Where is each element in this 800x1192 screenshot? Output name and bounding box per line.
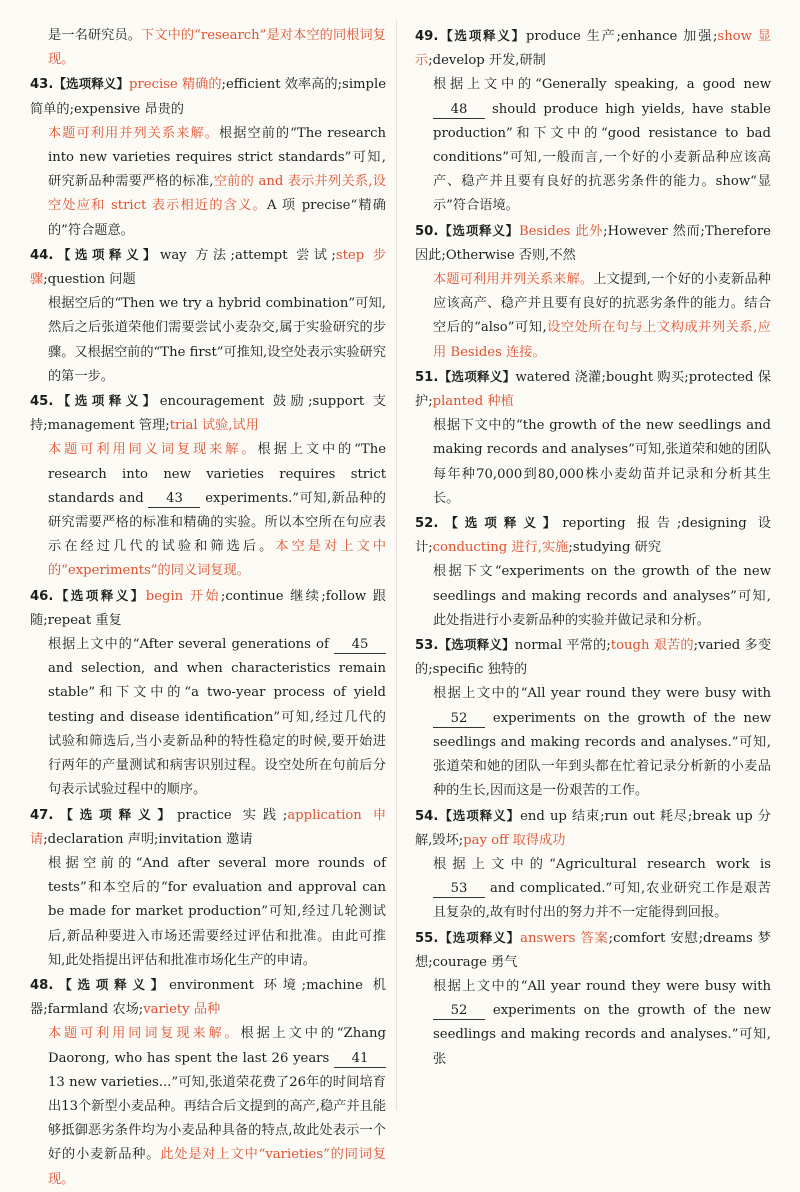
question-45 xyxy=(30,389,386,584)
option: show 显示 xyxy=(415,29,772,69)
option: invitation 邀请 xyxy=(158,831,253,847)
question-number: 50. xyxy=(415,223,439,239)
option: pay off 取得成功 xyxy=(463,832,566,848)
column-divider xyxy=(396,20,397,1110)
option: conducting 进行,实施 xyxy=(432,540,569,556)
q45-options: 45.【选项释义】encouragement 鼓励;support 支持;management 管理;trial 试验,试用 xyxy=(30,393,387,434)
option: variety 品种 xyxy=(143,1002,221,1018)
question-number: 45. xyxy=(30,394,54,410)
option: studying 研究 xyxy=(572,540,662,556)
question-number: 54. xyxy=(415,808,439,824)
option: Otherwise 否则,不然 xyxy=(445,247,576,263)
q54-options: 54.【选项释义】end up 结束;run out 耗尽;break up 分解,毁坏;pay off 取得成功 xyxy=(415,807,771,848)
option: varied 多变的 xyxy=(415,638,772,678)
option-tag: 【选项释义】 xyxy=(438,28,526,43)
q52-options: 52.【选项释义】reporting 报告;designing 设计;conducting 进行,实施;studying 研究 xyxy=(415,515,771,556)
option: tough 艰苦的 xyxy=(610,638,694,654)
blank-ref: 52 xyxy=(433,711,485,728)
blank-ref: 52 xyxy=(433,1003,485,1020)
left-column xyxy=(30,24,386,1192)
question-number: 49. xyxy=(415,29,439,44)
blank-ref: 43 xyxy=(148,491,200,508)
q53-options: 53.【选项释义】normal 平常的;tough 艰苦的;varied 多变的;specific 独特的 xyxy=(415,637,772,678)
option-tag: 【选项释义】 xyxy=(438,222,519,238)
option: practice 实践 xyxy=(177,807,283,823)
question-46 xyxy=(30,584,386,803)
option: specific 独特的 xyxy=(432,662,528,678)
option: expensive 昂贵的 xyxy=(74,101,184,117)
q50-explanation: 本题可利用并列关系来解。上文提到,一个好的小麦新品种应该高产、稳产并且要有良好的抗恶劣条件的能力。结合空后的“also”可知,设空处所在句与上文构成并列关系,应用 Besides 连接。 xyxy=(433,272,771,360)
q55-explanation: 根据上文中的“All year round they were busy with 52 experiments on the growth of the new seedlings and making records and analyses.”可知,张 xyxy=(433,978,771,1067)
option: support 支持 xyxy=(30,394,387,434)
question-54 xyxy=(415,804,771,926)
question-48 xyxy=(30,973,386,1192)
option-tag: 【选项释义】 xyxy=(438,368,516,384)
option: protected 保护 xyxy=(415,369,772,410)
q43-explanation: 本题可利用并列关系来解。根据空前的“The research into new varieties requires strict standards”可知,研究新品种需要严格的标准,空前的 and 表示并列关系,设空处应和 strict 表示相近的含义。A 项 precise“精确的”符合题意。 xyxy=(48,125,386,238)
question-44 xyxy=(30,243,386,389)
blank-ref: 48 xyxy=(433,102,485,119)
question-number: 51. xyxy=(415,369,439,385)
option: step 步骤 xyxy=(30,247,386,288)
option: precise 精确的 xyxy=(129,77,222,93)
question-52 xyxy=(415,511,771,633)
question-number: 47. xyxy=(30,807,54,823)
option: break up 分解,毁坏 xyxy=(415,808,771,848)
q48-explanation: 本题可利用同词复现来解。根据上文中的“Zhang Daorong, who has spent the last 26 years 41 13 new varieties...”可知,张道荣花费了26年的时间培育出13个新型小麦品种。再结合后文提到的高产,稳产并且能够抵御恶劣条件均为小麦品种具备的特点,故此处表示一个好的小麦新品种。此处是对上文中“varieties”的同词复现。 xyxy=(48,1026,386,1187)
option: declaration 声明 xyxy=(47,831,155,847)
q51-explanation: 根据下文中的“the growth of the new seedlings and making records and analyses”可知,张道荣和她的团队每年种70,000到80,000株小麦幼苗并记录和分析其生长。 xyxy=(433,418,771,506)
option: machine 机器 xyxy=(30,977,386,1018)
intro-continuation: 是一名研究员。下文中的“research”是对本空的同根词复现。 xyxy=(48,28,386,68)
q47-explanation: 根据空前的“And after several more rounds of tests”和本空后的“for evaluation and approval can be made for market production”可知,经过几轮测试后,新品种要进入市场还需要经过评估和批准。由此可推知,此处指提出评估和批准市场化生产的申请。 xyxy=(48,855,386,968)
option-tag: 【选项释义】 xyxy=(438,807,521,823)
question-53 xyxy=(415,633,771,803)
option: simple 简单的 xyxy=(30,77,387,117)
option: repeat 重复 xyxy=(47,612,122,628)
option: end up 结束 xyxy=(520,808,601,824)
option-tag: 【选项释义】 xyxy=(53,246,161,262)
option: application 申请 xyxy=(30,807,387,847)
option-tag: 【选项释义】 xyxy=(53,976,170,992)
option-tag: 【选项释义】 xyxy=(438,929,521,945)
option: environment 环境 xyxy=(169,977,302,993)
q52-explanation: 根据下文“experiments on the growth of the new seedlings and making records and analyses”可知,此处指进行小麦新品种的实验并做记录和分析。 xyxy=(433,564,771,628)
q55-options: 55.【选项释义】answers 答案;comfort 安慰;dreams 梦想;courage 勇气 xyxy=(415,929,771,970)
question-49 xyxy=(415,24,771,219)
question-55 xyxy=(415,926,771,1072)
option: Therefore 因此 xyxy=(415,223,771,263)
option: develop 开发,研制 xyxy=(432,53,546,69)
option: reporting 报告 xyxy=(562,516,677,532)
option: follow 跟随 xyxy=(30,588,386,628)
option: designing 设计 xyxy=(415,516,771,556)
option: run out 耗尽 xyxy=(604,808,688,824)
q49-explanation: 根据上文中的“Generally speaking, a good new 48 should produce high yields, have stable production”和下文中的“good resistance to bad conditions”可知,一般而言,一个好的小麦新品种应该高产、稳产并且要有良好的抗恶劣条件的能力。show“显示”符合语境。 xyxy=(433,77,771,214)
right-column xyxy=(415,24,771,1072)
q54-explanation: 根据上文中的“Agricultural research work is 53 and complicated.”可知,农业研究工作是艰苦且复杂的,故有时付出的努力并不一定能得到回报。 xyxy=(433,856,771,921)
option: bought 购买 xyxy=(605,369,685,385)
option: comfort 安慰 xyxy=(613,930,699,946)
q46-explanation: 根据上文中的“After several generations of 45 and selection, and when characteristics remain stable”和下文中的“a two-year process of yield testing and disease identification”可知,经过几代的试验和筛选后,当小麦新品种的特性稳定的时候,要开始进行两年的产量测试和病害识别过程。设空处所在句前后分句表示试验过程中的顺序。 xyxy=(48,637,386,798)
option: begin 开始 xyxy=(145,588,221,604)
option-tag: 【选项释义】 xyxy=(53,393,160,409)
option: management 管理 xyxy=(47,418,166,434)
option: produce 生产 xyxy=(525,29,617,44)
option: way 方法 xyxy=(160,247,231,263)
q44-options: 44.【选项释义】way 方法;attempt 尝试;step 步骤;question 问题 xyxy=(30,246,386,288)
blank-ref: 53 xyxy=(433,881,485,898)
option: watered 浇灌 xyxy=(515,369,602,385)
option: continue 继续 xyxy=(225,588,322,604)
option: efficient 效率高的 xyxy=(226,77,338,93)
question-51 xyxy=(415,365,771,511)
option: However 然而 xyxy=(607,223,701,239)
option-tag: 【选项释义】 xyxy=(438,515,563,531)
question-number: 48. xyxy=(30,977,54,993)
question-47 xyxy=(30,803,386,973)
question-number: 55. xyxy=(415,930,439,946)
option: planted 种植 xyxy=(432,394,514,410)
option: question 问题 xyxy=(47,272,136,288)
question-number: 44. xyxy=(30,247,54,263)
question-number: 52. xyxy=(415,516,439,532)
q53-explanation: 根据上文中的“All year round they were busy with 52 experiments on the growth of the new seedlings and making records and analyses.”可知,张道荣和她的团队一年到头都在忙着记录分析新的小麦品种的生长,因而这是一份艰苦的工作。 xyxy=(433,686,771,799)
option: attempt 尝试 xyxy=(234,247,332,263)
option: trial 试验,试用 xyxy=(169,418,259,434)
option: encouragement 鼓励 xyxy=(159,394,309,410)
q50-options: 50.【选项释义】Besides 此外;However 然而;Therefore 因此;Otherwise 否则,不然 xyxy=(415,222,771,263)
blank-ref: 41 xyxy=(334,1051,386,1068)
q48-options: 48.【选项释义】environment 环境;machine 机器;farmland 农场;variety 品种 xyxy=(30,976,386,1018)
question-50 xyxy=(415,219,771,365)
q51-options: 51.【选项释义】watered 浇灌;bought 购买;protected 保护;planted 种植 xyxy=(415,368,772,410)
q43-options: 43.【选项释义】precise 精确的;efficient 效率高的;simple 简单的;expensive 昂贵的 xyxy=(30,76,387,117)
option: enhance 加强 xyxy=(620,29,713,44)
question-number: 43. xyxy=(30,77,54,93)
q46-options: 46.【选项释义】begin 开始;continue 继续;follow 跟随;repeat 重复 xyxy=(30,587,386,628)
q47-options: 47.【选项释义】practice 实践;application 申请;declaration 声明;invitation 邀请 xyxy=(30,806,387,847)
question-number: 46. xyxy=(30,588,54,604)
q45-explanation: 本题可利用同义词复现来解。根据上文中的“The research into new varieties requires strict standards and 43 experiments.”可知,新品种的研究需要严格的标准和精确的实验。所以本空所在句应表示在经过几代的试验和筛选后。本空是对上文中的“experiments”的同义词复现。 xyxy=(48,442,387,579)
option-tag: 【选项释义】 xyxy=(53,806,178,822)
option: normal 平常的 xyxy=(514,638,607,654)
option: courage 勇气 xyxy=(432,954,518,970)
question-43 xyxy=(30,72,386,242)
option: Besides 此外 xyxy=(518,223,604,239)
option: answers 答案 xyxy=(520,930,609,946)
option-tag: 【选项释义】 xyxy=(53,587,146,603)
option: dreams 梦想 xyxy=(415,930,771,970)
blank-ref: 45 xyxy=(334,637,386,654)
q44-explanation: 根据空后的“Then we try a hybrid combination”可知,然后之后张道荣他们需要尝试小麦杂交,属于实验研究的步骤。又根据空前的“The first”可推知,设空处表示实验研究的第一步。 xyxy=(48,296,386,384)
option-tag: 【选项释义】 xyxy=(53,76,130,92)
option: farmland 农场 xyxy=(47,1002,139,1018)
q49-options: 49.【选项释义】produce 生产;enhance 加强;show 显示;develop 开发,研制 xyxy=(415,28,772,69)
option-tag: 【选项释义】 xyxy=(438,637,515,653)
question-number: 53. xyxy=(415,638,439,654)
